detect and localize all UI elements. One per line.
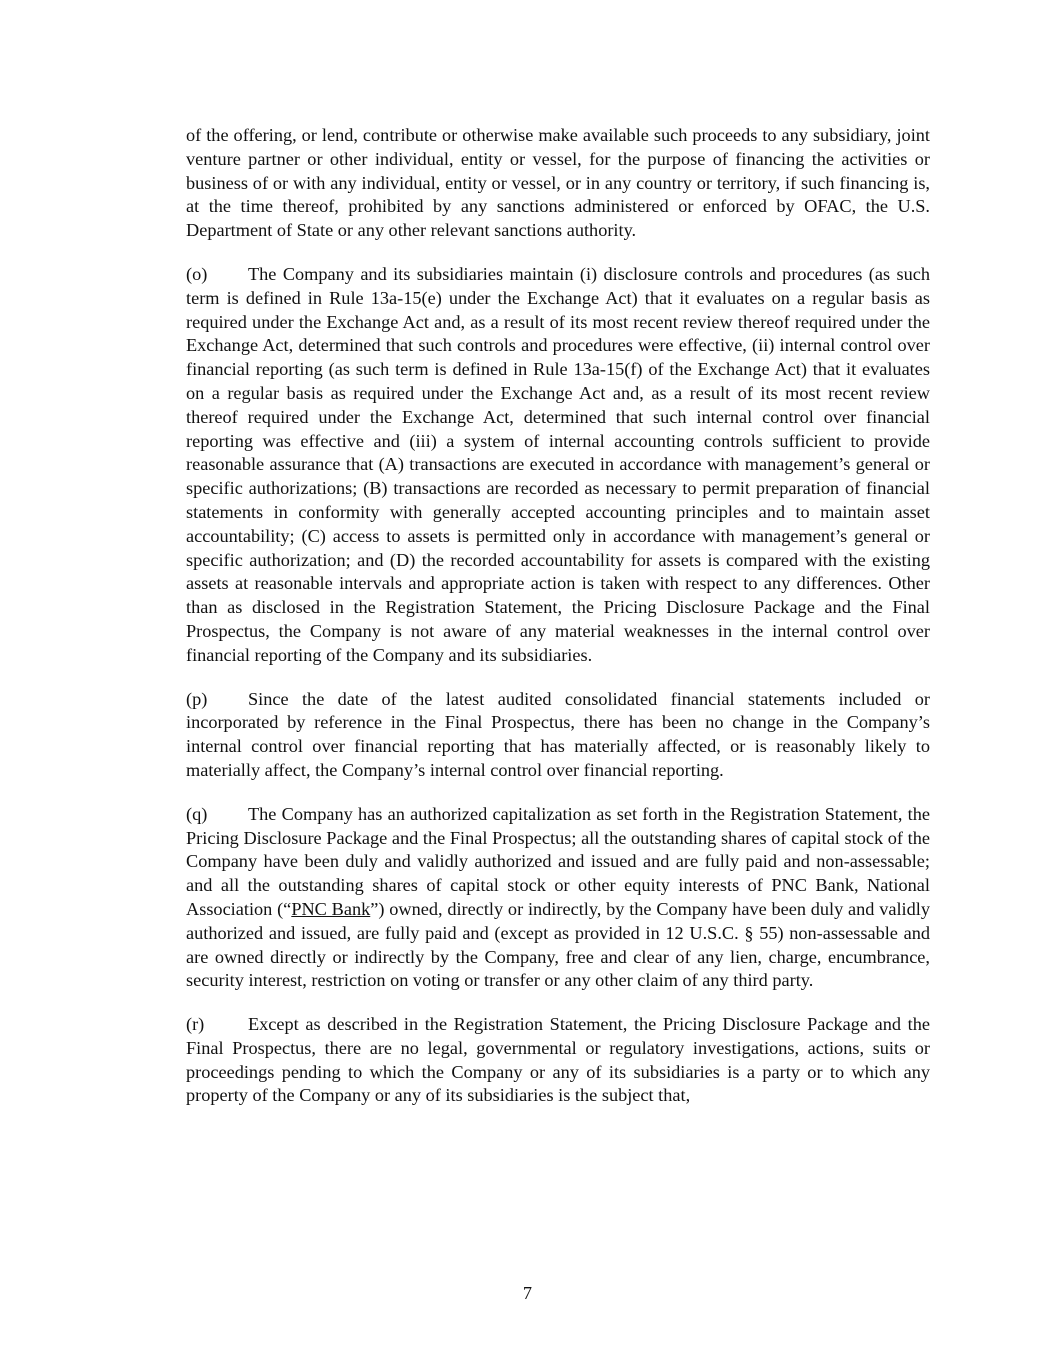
section-q bbox=[186, 803, 930, 993]
section-r bbox=[186, 1013, 930, 1108]
page-number: 7 bbox=[522, 1283, 533, 1303]
section-q-text-after: ”) owned, directly or indirectly, by the Company have been duly and validly authorized and issued, are fully paid and (except as provided in 12 U.S.C. § 55) non-assessable and are owned directly or indirectly by the Company, free and clear of any lien, charge, encumbrance, security interest, restriction on voting or transfer or any other claim of any third party. bbox=[186, 898, 931, 991]
defined-term-pnc-bank: PNC Bank bbox=[291, 898, 371, 919]
section-p-text: Since the date of the latest audited consolidated financial statements included or incorporated by reference in the Final Prospectus, there has been no change in the Company’s internal control over financial reporting that has materially affected, or is reasonably likely to materially affect, the Company’s internal control over financial reporting. bbox=[186, 688, 930, 780]
continued-paragraph bbox=[186, 124, 930, 243]
document-body bbox=[186, 124, 930, 1128]
section-o-text: The Company and its subsidiaries maintain (i) disclosure controls and procedures (as such term is defined in Rule 13a-15(e) under the Exchange Act) that it evaluates on a regular basis as required under the Exchange Act and, as a result of its most recent review thereof required under the Exchange Act, determined that such controls and procedures were effective, (ii) internal control over financial reporting (as such term is defined in Rule 13a-15(f) of the Exchange Act) that it evaluates on a regular basis as required under the Exchange Act and, as a result of its most recent review thereof required under the Exchange Act, determined that such internal control over financial reporting was effective and (iii) a system of internal accounting controls sufficient to provide reasonable assurance that (A) transactions are executed in accordance with management’s general or specific authorizations; (B) transactions are recorded as necessary to permit preparation of financial statements in conformity with generally accepted accounting principles and to maintain asset accountability; (C) access to assets is permitted only in accordance with management’s general or specific authorization; and (D) the recorded accountability for assets is compared with the existing assets at reasonable intervals and appropriate action is taken with respect to any differences. Other than as disclosed in the Registration Statement, the Pricing Disclosure Package and the Final Prospectus, the Company is not aware of any material weaknesses in the internal control over financial reporting of the Company and its subsidiaries. bbox=[186, 263, 930, 665]
section-p bbox=[186, 688, 930, 783]
section-o bbox=[186, 263, 930, 668]
continued-paragraph-text: of the offering, or lend, contribute or otherwise make available such proceeds to any subsidiary, joint venture partner or other individual, entity or vessel, for the purpose of financing the activities or business of or with any individual, entity or vessel, or in any country or territory, if such financing is, at the time thereof, prohibited by any sanctions administered or enforced by OFAC, the U.S. Department of State or any other relevant sanctions authority. bbox=[186, 125, 930, 241]
section-q-text-before: The Company has an authorized capitalization as set forth in the Registration Statement, the Pricing Disclosure Package and the Final Prospectus; all the outstanding shares of capital stock of the Company have been duly and validly authorized and issued and are fully paid and non-assessable; and all the outstanding shares of capital stock or other equity interests of PNC Bank, National Association (“ bbox=[186, 803, 930, 919]
section-p-label: (p) bbox=[186, 688, 208, 709]
section-o-label: (o) bbox=[186, 263, 208, 284]
section-r-text: Except as described in the Registration Statement, the Pricing Disclosure Package and the Final Prospectus, there are no legal, governmental or regulatory investigations, actions, suits or proceedings pending to which the Company or any of its subsidiaries is a party or to which any property of the Company or any of its subsidiaries is the subject that, bbox=[186, 1014, 930, 1106]
section-q-label: (q) bbox=[186, 803, 208, 824]
section-r-label: (r) bbox=[186, 1014, 205, 1035]
